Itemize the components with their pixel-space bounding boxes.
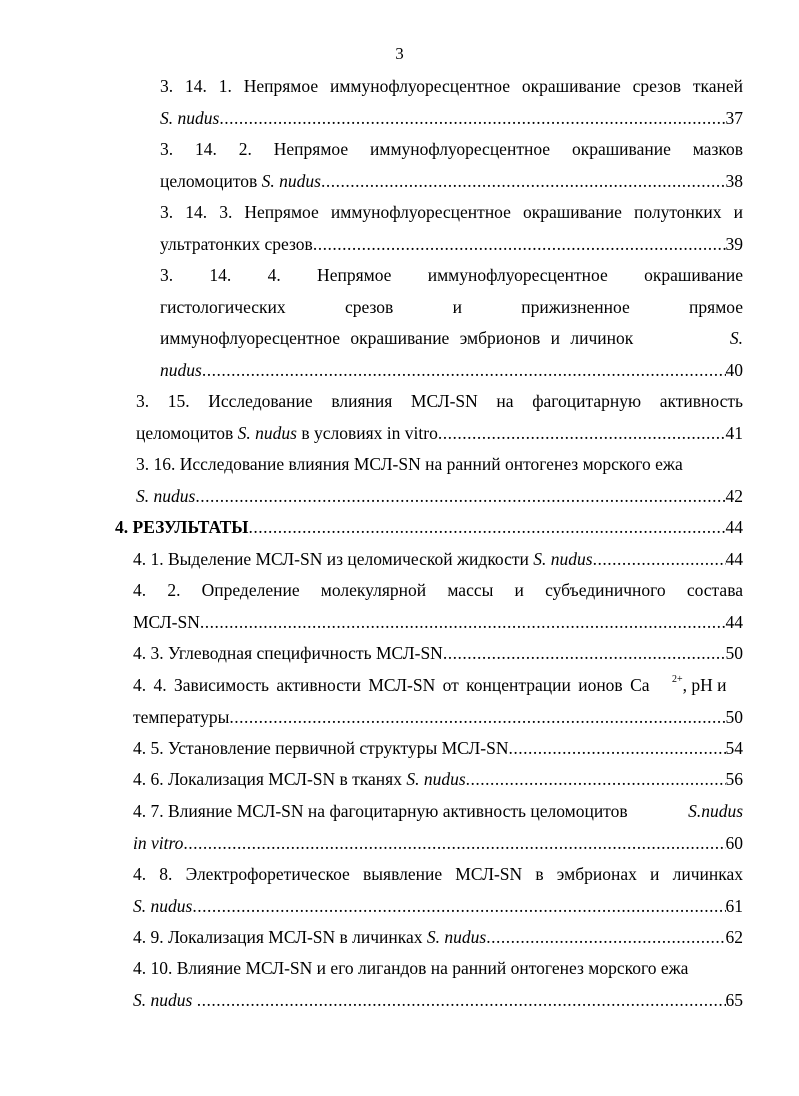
toc-page-number: 44	[725, 611, 743, 632]
toc-entry-text: МСЛ-SN	[133, 611, 200, 632]
toc-entry-3-14-4	[160, 260, 743, 386]
toc-entry-text: 4. 5. Установление первичной структуры МСЛ-SN	[133, 738, 509, 758]
species-name: S. nudus	[261, 170, 321, 191]
toc-entry-leader	[133, 607, 743, 639]
toc-page-number: 61	[725, 895, 743, 916]
toc-entry-text: 4. 7. Влияние МСЛ-SN на фагоцитарную активность целомоцитов	[133, 801, 628, 821]
toc-entry-3-14-3	[160, 197, 743, 260]
toc-entry-text: , pH и	[682, 675, 727, 695]
toc-entry-text: иммунофлуоресцентное окрашивание эмбрионов и личинок	[160, 328, 634, 349]
toc-entry-leader	[133, 922, 743, 954]
toc-page-number: 40	[725, 359, 743, 380]
toc-page-number: 41	[725, 422, 743, 443]
toc-entry-leader	[160, 103, 743, 135]
toc-entry-text: целомоцитов	[160, 170, 258, 191]
toc-entry-text: 3. 14. 2. Непрямое иммунофлуоресцентное окрашивание мазков	[160, 139, 743, 159]
toc-entry-text: 4. 8. Электрофоретическое выявление МСЛ-SN в эмбрионах и личинках	[133, 864, 743, 884]
species-name: S. nudus	[406, 769, 466, 789]
toc-entry-leader	[160, 355, 743, 387]
toc-page-number: 62	[725, 927, 743, 947]
toc-page-number: 50	[725, 706, 743, 727]
species-name: S. nudus	[237, 422, 297, 443]
toc-entry-4-4	[133, 670, 743, 733]
species-name: S.	[729, 328, 743, 349]
toc-page-number: 44	[725, 549, 743, 569]
toc-entry-4-2	[133, 575, 743, 638]
toc-entry-text: температуры	[133, 706, 230, 727]
species-name: S. nudus	[133, 895, 193, 916]
toc-entry-text: 4. 4. Зависимость активности МСЛ-SN от концентрации ионов Ca	[133, 675, 650, 695]
toc-entry-leader	[136, 418, 743, 450]
toc-entry-4-1	[133, 544, 743, 576]
toc-entry-text: in vitro	[133, 832, 184, 853]
toc-entry-leader	[133, 544, 743, 576]
toc-entry-leader	[133, 702, 743, 734]
toc-entry-leader	[133, 828, 743, 860]
toc-entry-text: 3. 16. Исследование влияния МСЛ-SN на ранний онтогенез морского ежа	[136, 454, 683, 474]
toc-entry-4-7	[133, 796, 743, 859]
superscript-charge: 2+	[672, 674, 683, 685]
toc-page-number: 50	[725, 643, 743, 663]
toc-entry-text: 4. 3. Углеводная специфичность МСЛ-SN	[133, 643, 443, 663]
toc-entry-3-15	[136, 386, 743, 449]
section-heading: 4. РЕЗУЛЬТАТЫ	[115, 517, 249, 537]
toc-entry-line	[160, 323, 743, 355]
species-name: S. nudus	[136, 485, 196, 506]
toc-entry-4-5	[133, 733, 743, 765]
toc-entry-text: ультратонких срезов	[160, 233, 313, 254]
toc-entry-4-6	[133, 764, 743, 796]
toc-entry-4-3	[133, 638, 743, 670]
toc-entry-text: 3. 14. 1. Непрямое иммунофлуоресцентное окрашивание срезов тканей	[160, 76, 743, 96]
page-number: 3	[395, 44, 404, 63]
species-name: S. nudus	[160, 107, 220, 128]
toc-entry-leader	[136, 481, 743, 513]
toc-page-number: 39	[725, 233, 743, 254]
toc-entry-3-14-1	[160, 71, 743, 134]
toc-entry-leader	[133, 733, 743, 765]
species-name: S.nudus	[688, 801, 743, 821]
toc-entry-text: 4. 2. Определение молекулярной массы и субъединичного состава	[133, 580, 743, 600]
toc-entry-3-14-2	[160, 134, 743, 197]
toc-entry-leader	[133, 764, 743, 796]
toc-entry-leader	[160, 166, 743, 198]
toc-page-number: 42	[725, 485, 743, 506]
toc-entry-line	[133, 796, 743, 828]
toc-page-number: 54	[725, 738, 743, 758]
toc-entry-text: 4. 1. Выделение МСЛ-SN из целомической жидкости	[133, 549, 529, 569]
toc-entry-text: 4. 10. Влияние МСЛ-SN и его лигандов на ранний онтогенез морского ежа	[133, 958, 689, 978]
toc-entry-text: 4. 6. Локализация МСЛ-SN в тканях	[133, 769, 402, 789]
species-name: nudus	[160, 359, 202, 380]
toc-entry-4-8	[133, 859, 743, 922]
toc-entry-text: в условиях in vitro	[301, 422, 438, 443]
toc-page-number: 38	[725, 170, 743, 191]
toc-entry-4-10	[133, 953, 743, 1016]
toc-entry-line	[133, 670, 743, 702]
toc-entry-text: 3. 15. Исследование влияния МСЛ-SN на фагоцитарную активность	[136, 391, 743, 411]
toc-section-results	[115, 512, 743, 544]
toc-entry-leader	[133, 985, 743, 1017]
toc-page-number: 44	[725, 517, 743, 537]
toc-entry-text	[672, 670, 727, 702]
species-name: S. nudus	[533, 549, 593, 569]
toc-entry-leader	[115, 512, 743, 544]
toc-entry-4-9	[133, 922, 743, 954]
toc-entry-text: гистологических срезов и прижизненное прямое	[160, 296, 743, 317]
toc-entry-3-16	[136, 449, 743, 512]
toc-entry-text: целомоцитов	[136, 422, 234, 443]
toc-entry-text: 3. 14. 4. Непрямое иммунофлуоресцентное окрашивание	[160, 265, 743, 285]
toc-entry-leader	[133, 891, 743, 923]
toc-entry-text: 3. 14. 3. Непрямое иммунофлуоресцентное окрашивание полутонких и	[160, 202, 743, 222]
toc-page-number: 37	[725, 107, 743, 128]
toc-entry-leader	[133, 638, 743, 670]
toc-entry-leader	[160, 229, 743, 261]
toc-page-number: 56	[725, 769, 743, 789]
toc-page-number: 65	[725, 989, 743, 1010]
species-name: S. nudus	[133, 989, 193, 1010]
species-name: S. nudus	[426, 927, 487, 947]
toc-page-number: 60	[725, 832, 743, 853]
toc-entry-text: 4. 9. Локализация МСЛ-SN в личинках	[133, 927, 423, 947]
